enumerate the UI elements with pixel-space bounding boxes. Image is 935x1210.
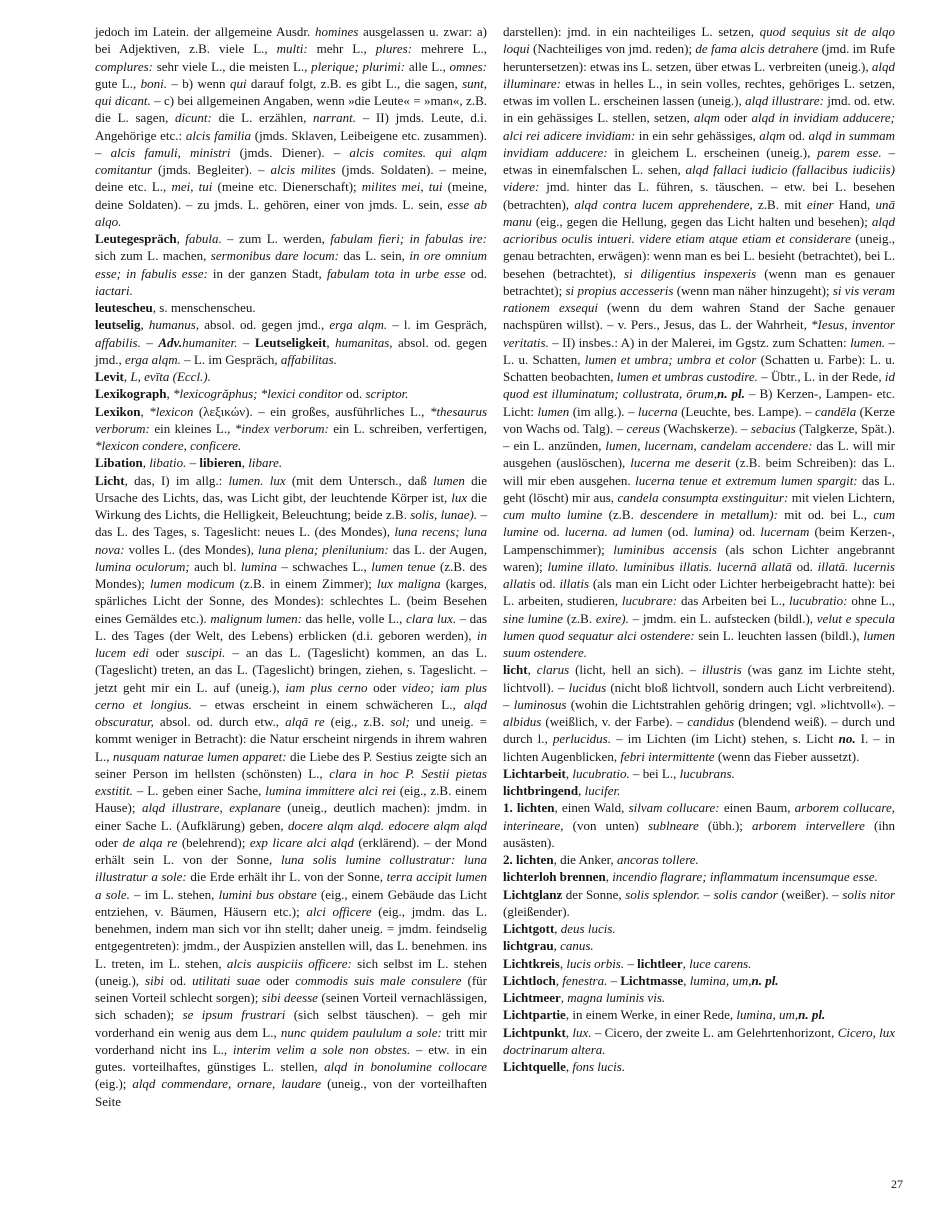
dictionary-entry: Lichtloch, fenestra. – Lichtmasse, lumina, um,n. pl. xyxy=(503,972,779,988)
dictionary-entry: lichtgrau, canus. xyxy=(503,938,594,954)
dictionary-entry: Lexikon, *lexicon (λεξικών). – ein großes, ausführliches L., *thesaurus verborum: ein kleines L., *index verborum: ein L. schreiben, verfertigen, *lexicon condere, conficere. xyxy=(95,403,488,453)
dictionary-entry: Lichtarbeit, lucubratio. – bei L., lucubrans. xyxy=(503,765,735,781)
dictionary-entry: Lichtpartie, in einem Werke, in einer Rede, lumina, um,n. pl. xyxy=(503,1007,826,1023)
dictionary-entry: Leutegespräch, fabula. – zum L. werden, fabulam fieri; in fabulas ire: sich zum L. machen, sermonibus dare locum: das L. sein, in ore omnium esse; in fabulis esse: in der ganzen Stadt, fabulam tota in urbe esse od. iactari. xyxy=(95,231,488,298)
dictionary-entry: 2. lichten, die Anker, ancoras tollere. xyxy=(503,852,699,867)
page-number: 27 xyxy=(891,1177,903,1191)
dictionary-entry: Lichtquelle, fons lucis. xyxy=(503,1059,626,1074)
dictionary-entry: Lichtmeer, magna luminis vis. xyxy=(503,990,666,1005)
left-column xyxy=(95,23,487,1110)
right-column xyxy=(503,23,895,1110)
dictionary-entry: Lichtgott, deus lucis. xyxy=(503,921,616,936)
dictionary-entry: Lichtkreis, lucis orbis. – lichtleer, luce carens. xyxy=(503,955,752,971)
dictionary-entry: leutselig, humanus, absol. od. gegen jmd., erga alqm. – l. im Gespräch, affabilis. – Adv.humaniter. – Leutseligkeit, humanitas, absol. od. gegen jmd., erga alqm. – L. im Gespräch, affabilitas. xyxy=(95,317,487,367)
dictionary-entry: lichtbringend, lucifer. xyxy=(503,783,621,798)
dictionary-entry: Lexikograph, *lexicogrăphus; *lexici conditor od. scriptor. xyxy=(95,386,409,402)
dictionary-entry: licht, clarus (licht, hell an sich). – illustris (was ganz im Lichte steht, lichtvoll). – lucidus (nicht bloß lichtvoll, sondern auch Licht verbreitend). – luminosus (wohin die Lichtstrahlen gehörig dringen; vgl. »lichtvoll«). – albidus (weißlich, v. der Farbe). – candidus (blendend weiß). – durch und durch l., perlucidus. – im Lichten (im Licht) stehen, s. Licht no. I. – in lichten Augenblicken, febri intermittente (wenn das Fieber aussetzt). xyxy=(503,662,896,764)
dictionary-entry: jedoch im Latein. der allgemeine Ausdr. homines ausgelassen u. zwar: a) bei Adjektiven, z.B. viele L., multi: mehr L., plures: mehrere L., complures: sehr viele L., die meisten L., plerique; plurimi: alle L., omnes: gute L., boni. – b) wenn qui darauf folgt, z.B. es gibt L., die sagen, sunt, qui dicant. – c) bei allgemeinen Angaben, wenn »die Leute« = »man«, z.B. die L. sagen, dicunt: die L. erzählen, narrant. – II) jmds. Leute, d.i. Angehörige etc.: alcis familia (jmds. Sklaven, Leibeigene etc. zusammen). – alcis famuli, ministri (jmds. Diener). – alcis comites. qui alqm comitantur (jmds. Begleiter). – alcis milites (jmds. Soldaten). – meine, deine etc. L., mei, tui (meine etc. Dienerschaft); milites mei, tui (meine, deine Soldaten). – zu jmds. L. gehören, einer von jmds. L. sein, esse ab alqo. xyxy=(95,24,488,229)
dictionary-entry: Levit, L, evīta (Eccl.). xyxy=(95,369,211,384)
dictionary-entry: Lichtglanz der Sonne, solis splendor. – solis candor (weißer). – solis nitor (gleißender). xyxy=(503,886,896,919)
dictionary-entry: Lichtpunkt, lux. – Cicero, der zweite L. am Gelehrtenhorizont, Cicero, lux doctrinarum altera. xyxy=(503,1024,896,1057)
dictionary-entry: Libation, libatio. – libieren, libare. xyxy=(95,455,283,471)
dictionary-entry: lichterloh brennen, incendio flagrare; inflammatum incensumque esse. xyxy=(503,869,878,885)
dictionary-entry: 1. lichten, einen Wald, silvam collucare: einen Baum, arborem collucare, interineare, (von unten) sublneare (übh.); arborem intervellere (ihn ausästen). xyxy=(503,800,896,850)
dictionary-entry: Licht, das, I) im allg.: lumen. lux (mit dem Untersch., daß lumen die Ursache des Lichts, das, was Licht gibt, der leuchtende Körper ist, lux die Wirkung des Lichts, die Helligkeit, Beleuchtung; beide z.B. solis, lunae). – das L. des Tages, s. Tageslicht: neues L. (des Mondes), luna recens; luna nova: volles L. (des Mondes), luna plena; plenilunium: das L. der Augen, lumina oculorum; auch bl. lumina – schwaches L., lumen tenue (z.B. des Mondes); lumen modicum (z.B. in einem Zimmer); lux maligna (karges, spärliches Licht der Sonne, des Mondes): schlechtes L. (beim Besehen eines Gemäldes etc.). malignum lumen: das helle, volle L., clara lux. – das L. des Tages (der Welt, des Lebens) erblicken (d.i. geboren werden), in lucem edi oder suscipi. – an das L. (Tageslicht) kommen, an das L. (Tageslicht) treten, an das L. (Tageslicht) bringen, ziehen, s. Tageslicht. – jetzt geht mir ein L. auf (uneig.), iam plus cerno oder video; iam plus cerno et longius. – etwas erscheint in einem schwächeren L., alqd obscuratur, absol. od. durch etw., alqā re (eig., z.B. sol; und uneig. = kommt weniger in Betracht): die Natur erscheint nirgends in ihrem wahren L., nusquam naturae lumen apparet: die Liebe des P. Sestius zeigte sich an seiner Person im hellsten (schönsten) L., clara in hoc P. Sestii pietas exstitit. – L. geben einer Sache, lumina immittere alci rei (eig., z.B. einem Hause); alqd illustrare, explanare (uneig., deutlich machen): jmdm. in einer Sache L. (Aufklärung) geben, docere alqm alqd. edocere alqm alqd oder de alqa re (belehrend); exp licare alci alqd (erklärend). – der Mond erhält sein L. von der Sonne, luna solis lumine collustratur: luna illustratur a sole: die Erde erhält ihr L. von der Sonne, terra accipit lumen a sole. – im L. stehen, lumini bus obstare (eig., einem Gebäude das Licht entziehen, v. Bäumen, Häusern etc.); alci officere (eig., jmdm. das L. benehmen, indem man sich vor ihn stellt; daher uneig. = jmdm. feindselig entgegentreten): jmdm., der Auspizien anstellen will, das L. benehmen. ins L. treten, im L. stehen, alcis auspiciis officere: sich selbst im L. stehen (uneig.), sibi od. utilitati suae oder commodis suis male consulere (für seinen Vorteil schlecht sorgen); sibi deesse (seinen Vorteil vernachlässigen, sich schaden); se ipsum frustrari (sich selbst täuschen). – geh mir vorderhand ein wenig aus dem L., nunc quidem paululum a sole: tritt mir vorderhand nicht ins L., interim velim a sole non obstes. – etw. in ein gutes. vorteilhaftes, günstiges L. stellen, alqd in bonolumine collocare (eig.); alqd commendare, ornare, laudare (uneig., von der vorteilhaften Seite xyxy=(95,472,488,1109)
dictionary-entry: darstellen): jmd. in ein nachteiliges L. setzen, quod sequius sit de alqo loqui (Nachteiliges von jmd. reden); de fama alcis detrahere (jmd. im Rufe heruntersetzen): etwas ins L. setzen, über etwas L. verbreiten (uneig.), alqd illuminare: etwas in helles L., in sein volles, rechtes, gehöriges L. setzen, etwas im vollen L. erscheinen lassen (uneig.), alqd illustrare: jmd. od. etw. in ein gehässiges L. stellen, setzen, alqm oder alqd in invidiam adducere; alci rei adicere invidiam: in ein sehr gehässiges, alqm od. alqd in summam invidiam adducere: in gleichem L. erscheinen (uneig.), parem esse. – etwas in einemfalschen L. sehen, alqd fallaci iudicio (fallacibus iudiciis) videre: jmd. hinter das L. führen, s. täuschen. – etw. bei L. besehen (betrachten), alqd contra lucem apprehendere, z.B. mit einer Hand, unā manu (eig., gegen die Hellung, gegen das Licht halten und besehen); alqd acrioribus oculis intueri. videre etiam atque etiam et considerare (uneig., genau betrachten, erwägen): wenn man es bei L. besieht (betrachtet), bei L. besehen (betrachtet), si diligentius inspexeris (wenn man es genauer betrachtet); si propius accesseris (wenn man näher hinzugeht); si vis veram rationem exsequi (wenn du dem wahren Stand der Sache genauer nachspüren willst). – v. Pers., Jesus, das L. der Wahrheit, *Iesus, inventor veritatis. – II) insbes.: A) in der Malerei, im Ggstz. zum Schatten: lumen. – L. u. Schatten, lumen et umbra; umbra et color (Schatten u. Farbe): L. u. Schatten beobachten, lumen et umbras custodire. – Übtr., L. in der Rede, id quod est illuminatum; collustrata, ōrum,n. pl. – B) Kerzen-, Lampen- etc. Licht: lumen (im allg.). – lucerna (Leuchte, bes. Lampe). – candēla (Kerze von Wachs od. Talg). – cereus (Wachskerze). – sebacius (Talgkerze, Spät.). – ein L. anzünden, lumen, lucernam, candelam accendere: das L. will mir ausgehen (auslöschen), lucerna me deserit (z.B. beim Schreiben): das L. will mir eben ausgehen. lucerna tenue et extremum lumen spargit: das L. geht (löscht) mir aus, candela consumpta exstinguitur: mit vielen Lichtern, cum multo lumine (z.B. descendere in metallum): mit od. bei L., cum lumine od. lucerna. ad lumen (od. lumina) od. lucernam (beim Kerzen-, Lampenschimmer); luminibus accensis (als schon Lichter angebrannt waren); lumine illato. luminibus illatis. lucernā allatā od. illatā. lucernis allatis od. illatis (als man ein Licht oder Lichter herbeigebracht hatte): bei L. arbeiten, studieren, lucubrare: das Arbeiten bei L., lucubratio: ohne L., sine lumine (z.B. exire). – jmdm. ein L. aufstecken (bildl.), velut e specula lumen quod sequatur alci ostendere: sein L. leuchten lassen (bildl.), lumen suum ostendere. xyxy=(503,24,896,660)
dictionary-entry: leutescheu, s. menschenscheu. xyxy=(95,300,256,315)
text-columns xyxy=(95,23,896,1110)
